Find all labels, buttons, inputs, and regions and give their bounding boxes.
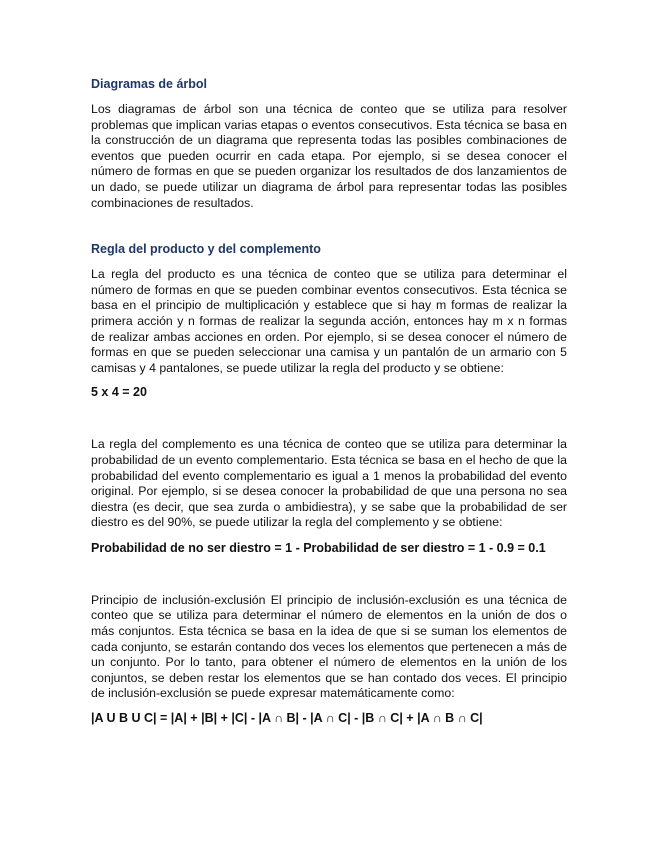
formula-regla-del-producto: 5 x 4 = 20 (91, 385, 147, 400)
paragraph-diagramas-de-arbol: Los diagramas de árbol son una técnica de conteo que se utiliza para resolver problemas que implican varias etapas o eventos consecutivos. Esta técnica se basa en la construcción de un diagrama que representa todas las posibles combinaciones de eventos que pueden ocurrir en cada etapa. Por ejemplo, si se desea conocer el número de formas en que se pueden organizar los resultados de dos lanzamientos de un dado, se puede utilizar un diagrama de árbol para representar todas las posibles combinaciones de resultados. (91, 102, 567, 210)
formula-inclusion-exclusion: |A U B U C| = |A| + |B| + |C| - |A ∩ B| - |A ∩ C| - |B ∩ C| + |A ∩ B ∩ C| (91, 711, 483, 726)
section-title-diagramas-de-arbol: Diagramas de árbol (91, 77, 208, 91)
paragraph-inclusion-exclusion: Principio de inclusión-exclusión El principio de inclusión-exclusión es una técnica de conteo que se utiliza para determinar el número de elementos en la unión de dos o más conjuntos. Esta técnica se basa en la idea de que si se suman los elementos de cada conjunto, se estarán contando dos veces los elementos que pertenecen a más de un conjunto. Por lo tanto, para obtener el número de elementos en la unión de los conjuntos, se deben restar los elementos que se han contado dos veces. El principio de inclusión-exclusión se puede expresar matemáticamente como: (91, 592, 567, 701)
section-title-regla-del-producto: Regla del producto y del complemento (91, 242, 321, 257)
formula-regla-del-complemento: Probabilidad de no ser diestro = 1 - Probabilidad de ser diestro = 1 - 0.9 = 0.1 (91, 540, 546, 555)
paragraph-regla-del-complemento: La regla del complemento es una técnica de conteo que se utiliza para determinar la probabilidad de un evento complementario. Esta técnica se basa en el hecho de que la probabilidad del evento complementario es igual a 1 menos la probabilidad del evento original. Por ejemplo, si se desea conocer la probabilidad de que una persona no sea diestra (es decir, que sea zurda o ambidiestra), y se sabe que la probabilidad de ser diestro es del 90%, se puede utilizar la regla del complemento y se obtiene: (91, 437, 567, 530)
paragraph-regla-del-producto: La regla del producto es una técnica de conteo que se utiliza para determinar el número de formas en que se pueden combinar eventos consecutivos. Esta técnica se basa en el principio de multiplicación y establece que si hay m formas de realizar la primera acción y n formas de realizar la segunda acción, entonces hay m x n formas de realizar ambas acciones en orden. Por ejemplo, si se desea conocer el número de formas en que se pueden seleccionar una camisa y un pantalón de un armario con 5 camisas y 4 pantalones, se puede utilizar la regla del producto y se obtiene: (91, 267, 567, 375)
